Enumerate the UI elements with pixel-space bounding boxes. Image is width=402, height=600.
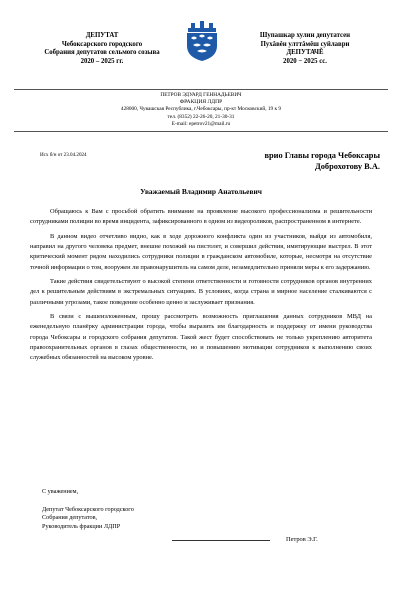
paragraph-1: Обращаюсь к Вам с просьбой обратить внимание на проявление высокого профессионализма и решительности сотрудниками полиции во время инцидента, зафиксированного в одном из видеороликов, распространенном в интернете. — [30, 208, 372, 226]
header-left-line4: 2020 – 2025 гг. — [80, 58, 124, 66]
greeting: Уважаемый Владимир Анатольевич — [140, 187, 262, 196]
paragraph-2: В данном видео отчетливо видно, как в ходе дорожного конфликта один из участников, выйдя из автомобиля, направил на другого человека предмет, внешне похожий на пистолет, и совершил действия, имитирующие выстрел. В этот критический момент рядом находились сотрудники полиции в гражданском автомобиле, которые, несмотря на отсутствие точной информации о том, вооружен ли правонарушитель на самом деле, незамедлительно приняли меры к его задержанию. — [30, 232, 372, 271]
addressee-block — [200, 151, 380, 173]
addressee-line2: Доброхотову В.А. — [314, 161, 380, 171]
header-right-line4: 2020 − 2025 сс. — [283, 58, 327, 66]
closing-phrase: С уважением, — [42, 488, 79, 495]
header-right-line3: ДЕПУТАЧĔ — [286, 49, 324, 57]
header-left-block — [28, 32, 176, 67]
paragraph-4: В связи с вышеизложенным, прошу рассмотреть возможность приглашения данных сотрудников МВД на еженедельную планёрку администрации города, чтобы выразить им благодарность и поддержку от имени руководства города Чебоксары и городского собрания депутатов. Такой жест будет способствовать не только укреплению авторитета правоохранительных органов в глазах общественности, но и повышению мотивации сотрудников к выполнению своих служебных обязанностей на высоком уровне. — [30, 312, 372, 362]
signer-name: Петров Э.Г. — [286, 536, 318, 543]
deputy-phone: тел. (8352) 22-26-20, 21-30-31 — [167, 113, 235, 120]
addressee-line1: врио Главы города Чебоксары — [264, 151, 380, 160]
deputy-fraction: ФРАКЦИЯ ЛДПР — [179, 99, 223, 106]
deputy-name: ПЕТРОВ ЭДУАРД ГЕННАДЬЕВИЧ — [160, 92, 242, 98]
paragraph-3: Такие действия свидетельствуют о высокой степени ответственности и готовности сотрудников органов внутренних дел к решительным действиям в экстремальных ситуациях. В условиях, когда страна и мирное население сталкиваются с различными угрозами, такое поведение особенно ценно и заслуживает признания. — [30, 277, 372, 306]
header-right-line2: Пухăвĕн улттăмĕш суйлаври — [260, 40, 350, 48]
deputy-email: E-mail: epetrov21@mail.ru — [171, 120, 231, 127]
header-bottom-rule — [14, 131, 388, 132]
chuvash-city-emblem-icon — [182, 20, 222, 62]
deputy-address: 428000, Чувашская Республика, г.Чебоксары, пр-кт Московский, 19 к 9 — [120, 106, 282, 113]
header-left-line3: Собрания депутатов сельмого созыва — [44, 49, 160, 57]
header-left-line2: Чебоксарского городского — [61, 40, 143, 48]
outgoing-reference: Исх б/н от 23.04.2024 — [40, 152, 87, 158]
header-right-block — [232, 32, 378, 67]
signer-title-line3: Руководитель фракции ЛДПР — [42, 522, 121, 530]
signature-block — [42, 488, 134, 531]
deputy-info-block — [60, 92, 342, 128]
header-left-line1: ДЕПУТАТ — [85, 32, 119, 39]
signature-line — [172, 540, 270, 541]
signer-title-line2: Собрания депутатов, — [42, 514, 98, 521]
letter-body — [30, 207, 372, 368]
signer-title-line1: Депутат Чебоксарского городского — [42, 505, 134, 513]
header-top-rule — [14, 89, 388, 90]
header-right-line1: Шупашкар хулин депутатсен — [259, 32, 351, 39]
